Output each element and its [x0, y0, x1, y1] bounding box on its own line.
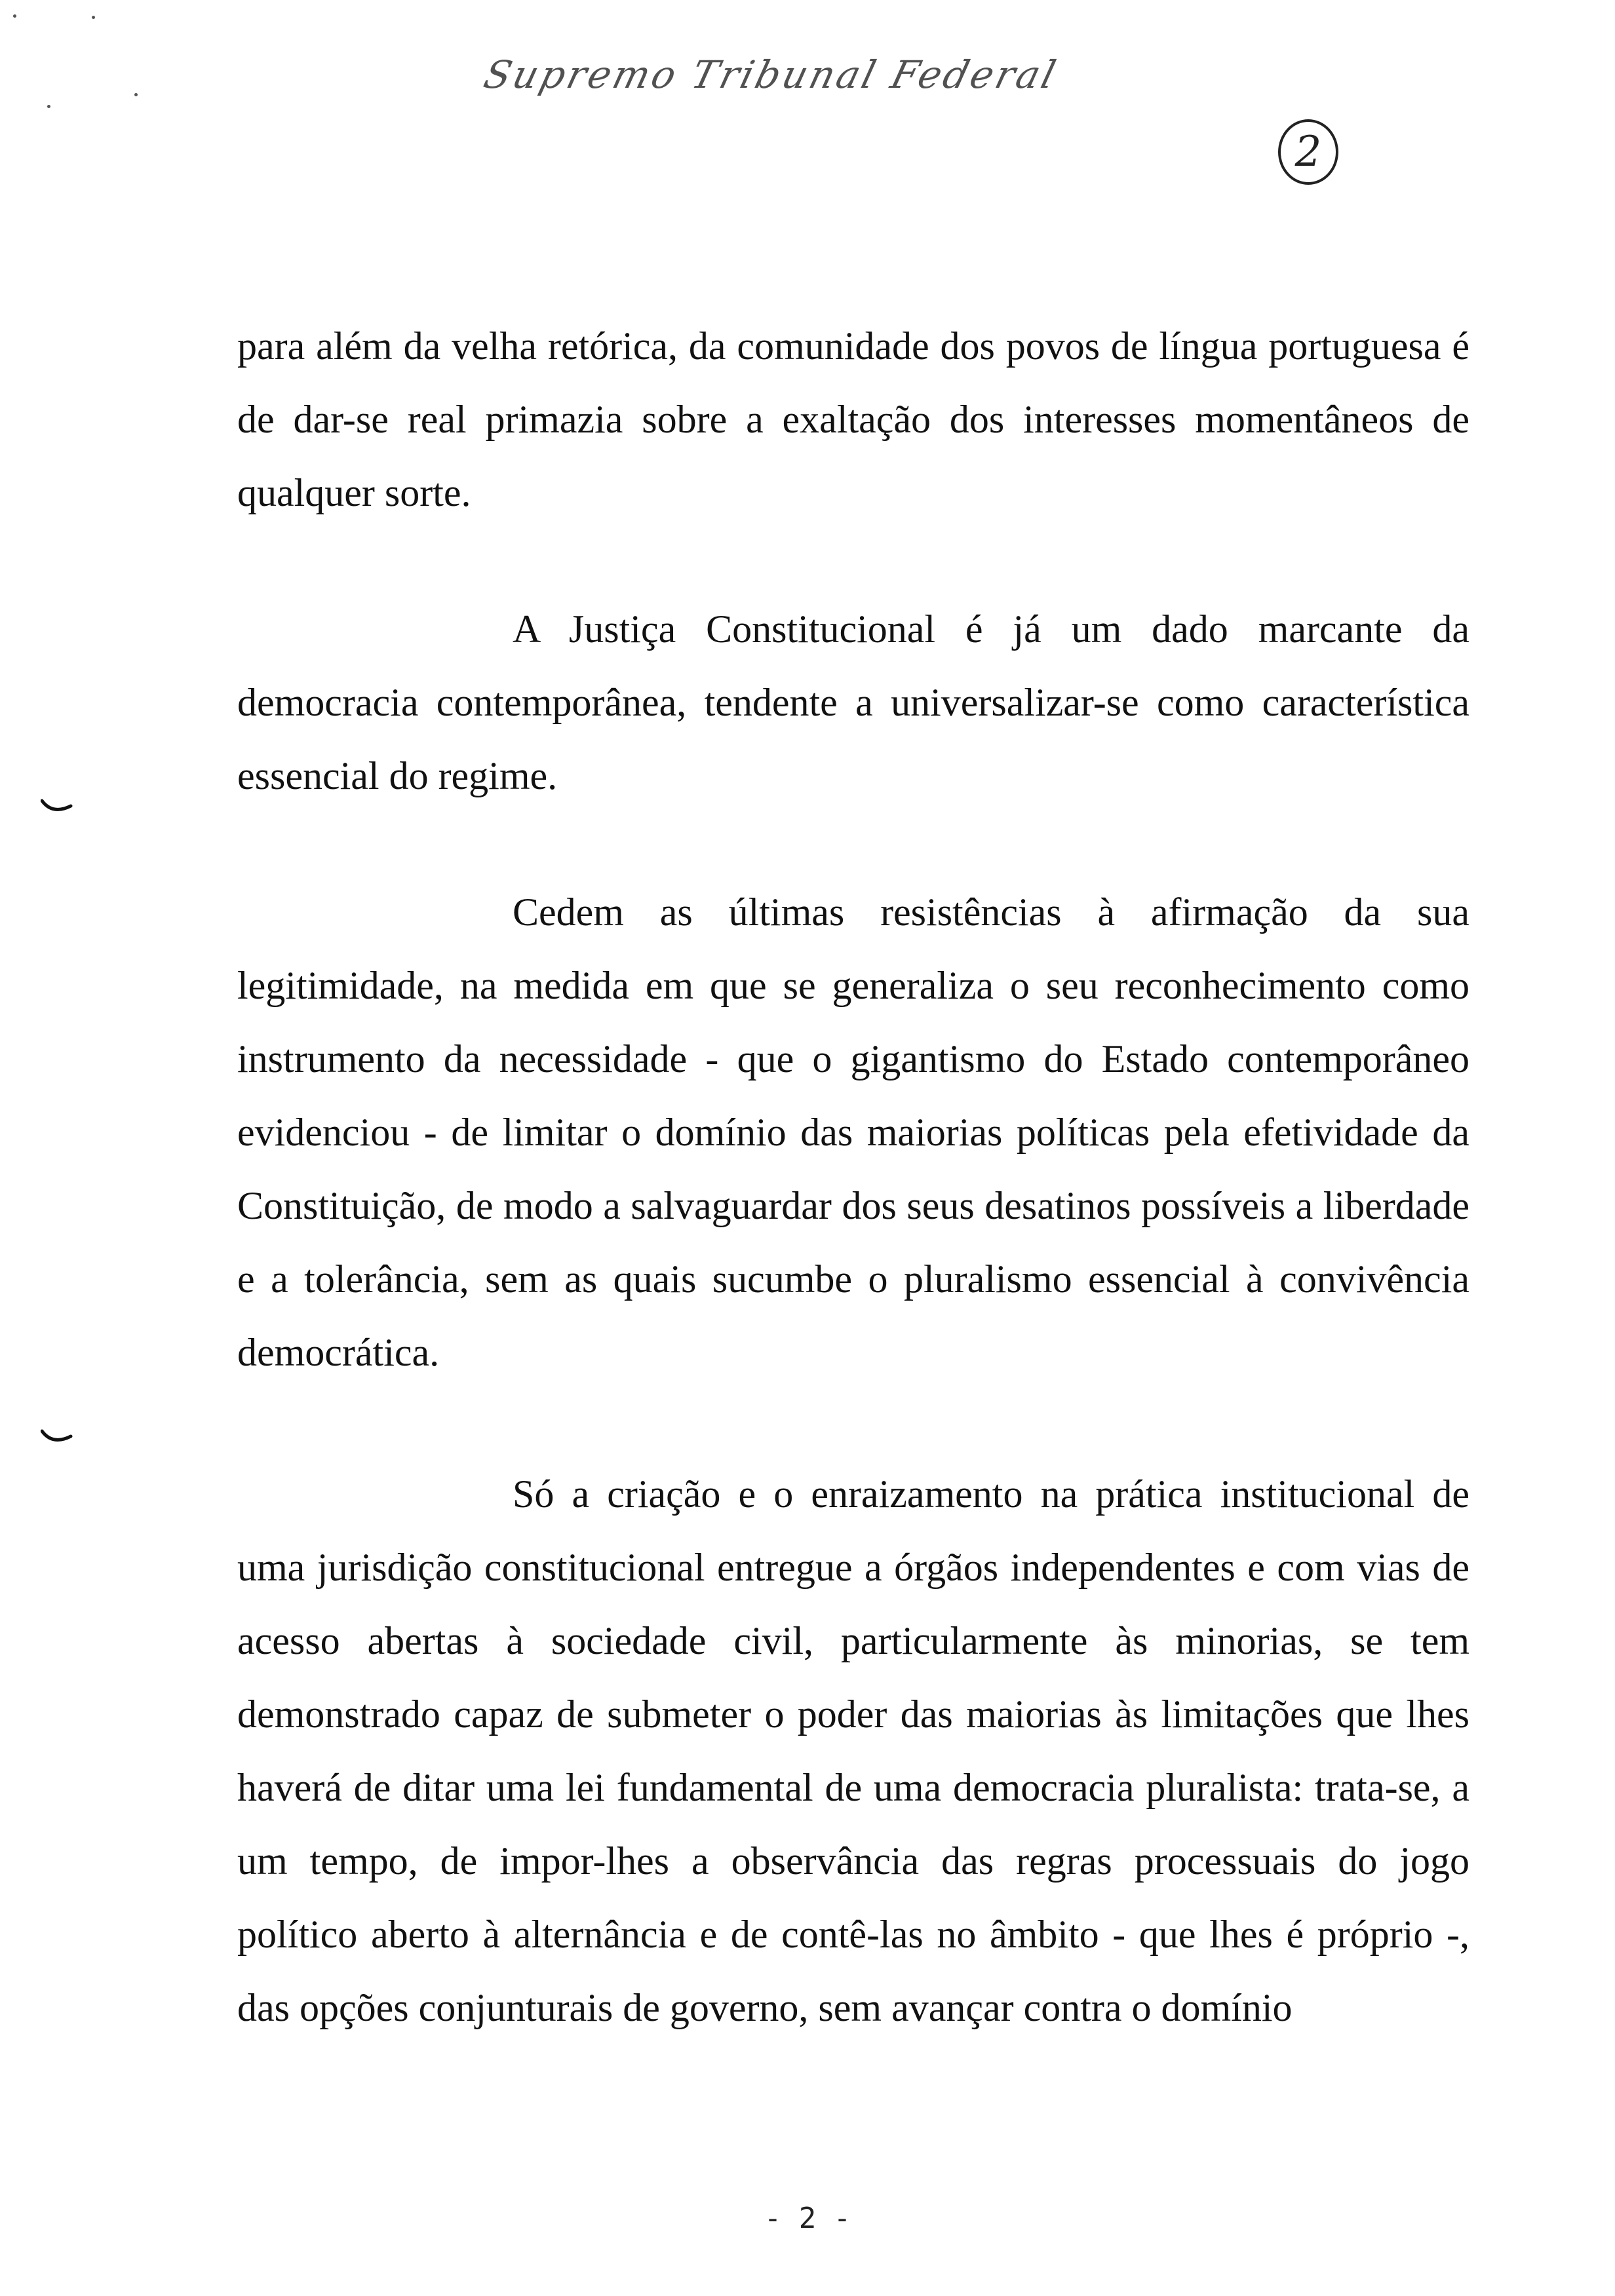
paragraph-legitimidade — [237, 875, 1469, 1389]
punch-hole-mark — [41, 1428, 73, 1447]
paragraph-text: Só a criação e o enraizamento na prática institucional de uma jurisdição constitucional entregue a órgãos independentes e com vias de acesso abertas à sociedade civil, particularmente às minorias, se tem demonstrado capaz de submeter o poder das maiorias às limitações que lhes haverá de ditar uma lei fundamental de uma democracia pluralista: trata-se, a um tempo, de impor-lhes a observância das regras processuais do jogo político aberto à alternância e de contê-las no âmbito - que lhes é próprio -, das opções conjunturais de governo, sem avançar contra o domínio — [237, 1472, 1469, 2029]
paragraph-justica-constitucional — [237, 592, 1469, 813]
scan-dot — [134, 93, 138, 96]
page-number-footer: - 2 - — [764, 2202, 851, 2235]
court-letterhead: Supremo Tribunal Federal — [479, 52, 1063, 97]
paragraph-text: A Justiça Constitucional é já um dado marcante da democracia contemporânea, tendente a universalizar-se como característica essencial do regime. — [237, 607, 1469, 797]
handwritten-page-number: 2 — [1278, 119, 1338, 185]
scan-dot — [47, 105, 50, 108]
punch-hole-mark — [41, 798, 73, 816]
scan-dot — [92, 16, 95, 19]
paragraph-jurisdicao — [237, 1457, 1469, 2044]
paragraph-text: para além da velha retórica, da comunidade dos povos de língua portuguesa é de dar-se real primazia sobre a exaltação dos interesses momentâneos de qualquer sorte. — [237, 324, 1469, 514]
paragraph-text: Cedem as últimas resistências à afirmação da sua legitimidade, na medida em que se generaliza o seu reconhecimento como instrumento da necessidade - que o gigantismo do Estado contemporâneo evidenciou - de limitar o domínio das maiorias políticas pela efetividade da Constituição, de modo a salvaguardar dos seus desatinos possíveis a liberdade e a tolerância, sem as quais sucumbe o pluralismo essencial à convivência democrática. — [237, 890, 1469, 1374]
scan-dot — [13, 14, 16, 18]
paragraph-continuation — [237, 309, 1469, 529]
